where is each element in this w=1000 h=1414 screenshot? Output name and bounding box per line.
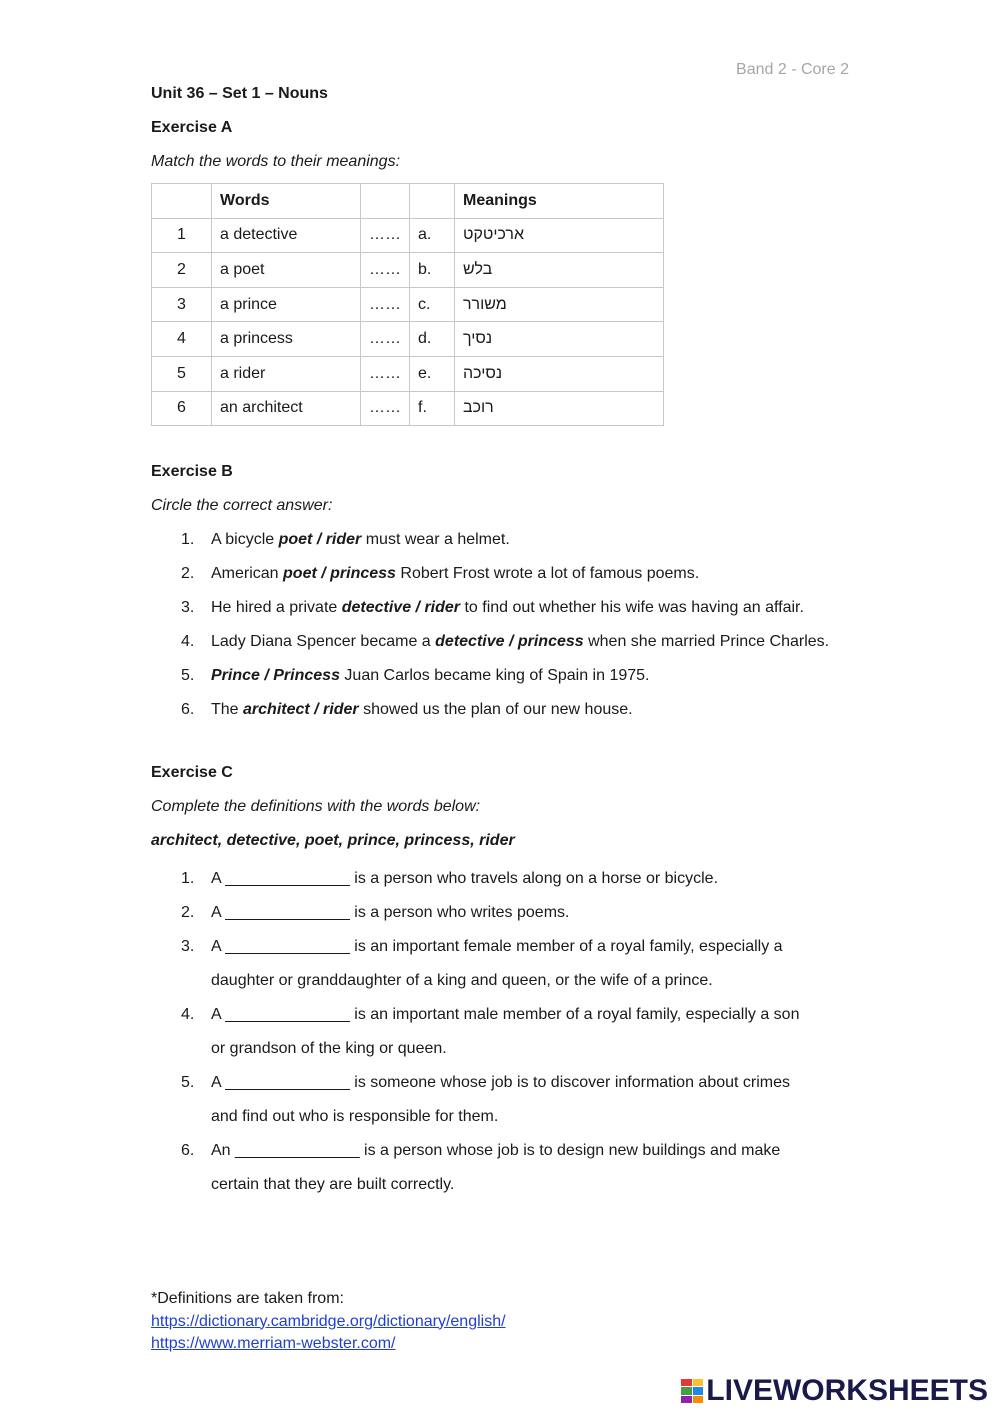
answer-choice[interactable]: Prince / Princess: [211, 667, 340, 685]
table-row: [152, 218, 664, 253]
answer-choice[interactable]: detective / princess: [435, 633, 584, 651]
row-letter: d.: [410, 322, 455, 357]
exercise-b-title: Exercise B: [151, 463, 233, 481]
header-num: [152, 184, 212, 219]
band-label: Band 2 - Core 2: [736, 61, 849, 78]
table-header-row: [152, 184, 664, 219]
header-blank: [361, 184, 410, 219]
hebrew-meaning: רוכב: [463, 399, 494, 417]
sentence-start: He hired a private: [211, 599, 342, 617]
list-item: [151, 557, 851, 591]
row-number: 3: [152, 287, 212, 322]
sentence-end: Robert Frost wrote a lot of famous poems.: [395, 565, 700, 583]
logo-square: [693, 1396, 704, 1403]
exercise-a-instruction: Match the words to their meanings:: [151, 153, 401, 170]
list-item: [151, 659, 851, 693]
definition-line: certain that they are built correctly.: [211, 1176, 455, 1194]
definition-text: [211, 930, 851, 998]
item-number: 2.: [181, 565, 195, 583]
header-letter: [410, 184, 455, 219]
cambridge-link[interactable]: https://dictionary.cambridge.org/dictionary/english/: [151, 1312, 506, 1330]
definition-text: [211, 1134, 851, 1202]
row-meaning: [455, 391, 664, 426]
item-number: 5.: [181, 1074, 195, 1092]
list-item: [151, 998, 851, 1066]
row-meaning: [455, 322, 664, 357]
exercise-b-list: [151, 523, 851, 727]
sentence-end: must wear a helmet.: [361, 531, 510, 549]
definition-text: [211, 862, 851, 896]
row-number: 4: [152, 322, 212, 357]
row-letter: f.: [410, 391, 455, 426]
item-number: 2.: [181, 904, 195, 922]
list-item: [151, 930, 851, 998]
definition-line: A ______________ is an important female member of a royal family, especially a: [211, 938, 783, 956]
answer-blank[interactable]: ……: [361, 356, 410, 391]
header-meanings: Meanings: [455, 184, 664, 219]
row-letter: e.: [410, 356, 455, 391]
logo-square: [693, 1379, 704, 1386]
footer: [151, 1288, 506, 1356]
definition-line: A ______________ is a person who writes poems.: [211, 904, 570, 922]
list-item: [151, 625, 851, 659]
row-meaning: [455, 287, 664, 322]
unit-title: Unit 36 – Set 1 – Nouns: [151, 85, 328, 102]
row-word: a rider: [212, 356, 361, 391]
row-number: 5: [152, 356, 212, 391]
table-row: [152, 287, 664, 322]
list-item: [151, 1134, 851, 1202]
item-number: 1.: [181, 870, 195, 888]
item-number: 3.: [181, 938, 195, 956]
hebrew-meaning: ארכיטקט: [463, 226, 524, 244]
row-word: a detective: [212, 218, 361, 253]
row-word: an architect: [212, 391, 361, 426]
answer-choice[interactable]: detective / rider: [341, 599, 461, 617]
answer-choice[interactable]: poet / rider: [278, 531, 362, 549]
row-letter: a.: [410, 218, 455, 253]
row-word: a princess: [212, 322, 361, 357]
sentence-start: American: [211, 565, 284, 583]
sentence-end: to find out whether his wife was having an affair.: [460, 599, 804, 617]
answer-choice[interactable]: poet / princess: [283, 565, 396, 583]
exercise-c-title: Exercise C: [151, 764, 233, 782]
exercise-b-instruction: Circle the correct answer:: [151, 497, 333, 515]
row-letter: c.: [410, 287, 455, 322]
logo-square: [681, 1379, 692, 1386]
list-item: [151, 523, 851, 557]
definition-text: [211, 896, 851, 930]
item-sentence: [211, 557, 851, 591]
item-number: 4.: [181, 633, 195, 651]
word-bank: architect, detective, poet, prince, princess, rider: [151, 832, 515, 850]
definition-line: An ______________ is a person whose job is to design new buildings and make: [211, 1142, 781, 1160]
table-row: [152, 253, 664, 288]
exercise-a-title: Exercise A: [151, 119, 233, 136]
item-number: 3.: [181, 599, 195, 617]
definition-line: or grandson of the king or queen.: [211, 1040, 447, 1058]
table-row: [152, 391, 664, 426]
definition-line: A ______________ is an important male member of a royal family, especially a son: [211, 1006, 800, 1024]
item-sentence: [211, 523, 851, 557]
definition-text: [211, 1066, 851, 1134]
sentence-end: when she married Prince Charles.: [583, 633, 830, 651]
row-meaning: [455, 253, 664, 288]
row-word: a poet: [212, 253, 361, 288]
answer-blank[interactable]: ……: [361, 391, 410, 426]
exercise-c-list: [151, 862, 851, 1202]
item-number: 6.: [181, 1142, 195, 1160]
row-word: a prince: [212, 287, 361, 322]
merriam-webster-link[interactable]: https://www.merriam-webster.com/: [151, 1335, 396, 1352]
answer-blank[interactable]: ……: [361, 322, 410, 357]
row-meaning: [455, 218, 664, 253]
sentence-start: The: [211, 701, 244, 719]
definition-line: A ______________ is a person who travels along on a horse or bicycle.: [211, 870, 719, 888]
table-row: [152, 356, 664, 391]
sources-note: *Definitions are taken from:: [151, 1290, 344, 1307]
item-number: 5.: [181, 667, 195, 685]
definition-line: daughter or granddaughter of a king and queen, or the wife of a prince.: [211, 972, 713, 990]
row-number: 2: [152, 253, 212, 288]
list-item: [151, 591, 851, 625]
hebrew-meaning: משורר: [463, 295, 507, 313]
item-number: 1.: [181, 531, 195, 549]
list-item: [151, 896, 851, 930]
logo-grid-icon: [681, 1379, 703, 1403]
header-words: Words: [212, 184, 361, 219]
definition-line: and find out who is responsible for them.: [211, 1108, 499, 1126]
row-meaning: [455, 356, 664, 391]
answer-choice[interactable]: architect / rider: [243, 701, 359, 719]
item-number: 4.: [181, 1006, 195, 1024]
worksheet: [151, 83, 851, 1202]
hebrew-meaning: נסיכה: [463, 364, 503, 382]
logo-square: [693, 1387, 704, 1394]
sentence-start: A bicycle: [211, 531, 279, 549]
definition-line: A ______________ is someone whose job is to discover information about crimes: [211, 1074, 791, 1092]
logo-square: [681, 1387, 692, 1394]
exercise-c-instruction: Complete the definitions with the words below:: [151, 798, 481, 816]
list-item: [151, 1066, 851, 1134]
sentence-end: showed us the plan of our new house.: [358, 701, 633, 719]
list-item: [151, 693, 851, 727]
sentence-start: Lady Diana Spencer became a: [211, 633, 436, 651]
row-letter: b.: [410, 253, 455, 288]
row-number: 1: [152, 218, 212, 253]
list-item: [151, 862, 851, 896]
sentence-end: Juan Carlos became king of Spain in 1975.: [339, 667, 650, 685]
row-number: 6: [152, 391, 212, 426]
item-sentence: [211, 625, 851, 659]
brand-wordmark: LIVEWORKSHEETS: [706, 1374, 988, 1407]
logo-square: [681, 1396, 692, 1403]
matching-table: [151, 183, 664, 426]
table-row: [152, 322, 664, 357]
item-sentence: [211, 693, 851, 727]
hebrew-meaning: בלש: [463, 260, 493, 278]
hebrew-meaning: נסיך: [463, 330, 493, 348]
liveworksheets-logo: [681, 1374, 988, 1408]
answer-blank[interactable]: ……: [361, 218, 410, 253]
definition-text: [211, 998, 851, 1066]
item-sentence: [211, 591, 851, 625]
answer-blank[interactable]: ……: [361, 253, 410, 288]
answer-blank[interactable]: ……: [361, 287, 410, 322]
item-sentence: [211, 659, 851, 693]
item-number: 6.: [181, 701, 195, 719]
